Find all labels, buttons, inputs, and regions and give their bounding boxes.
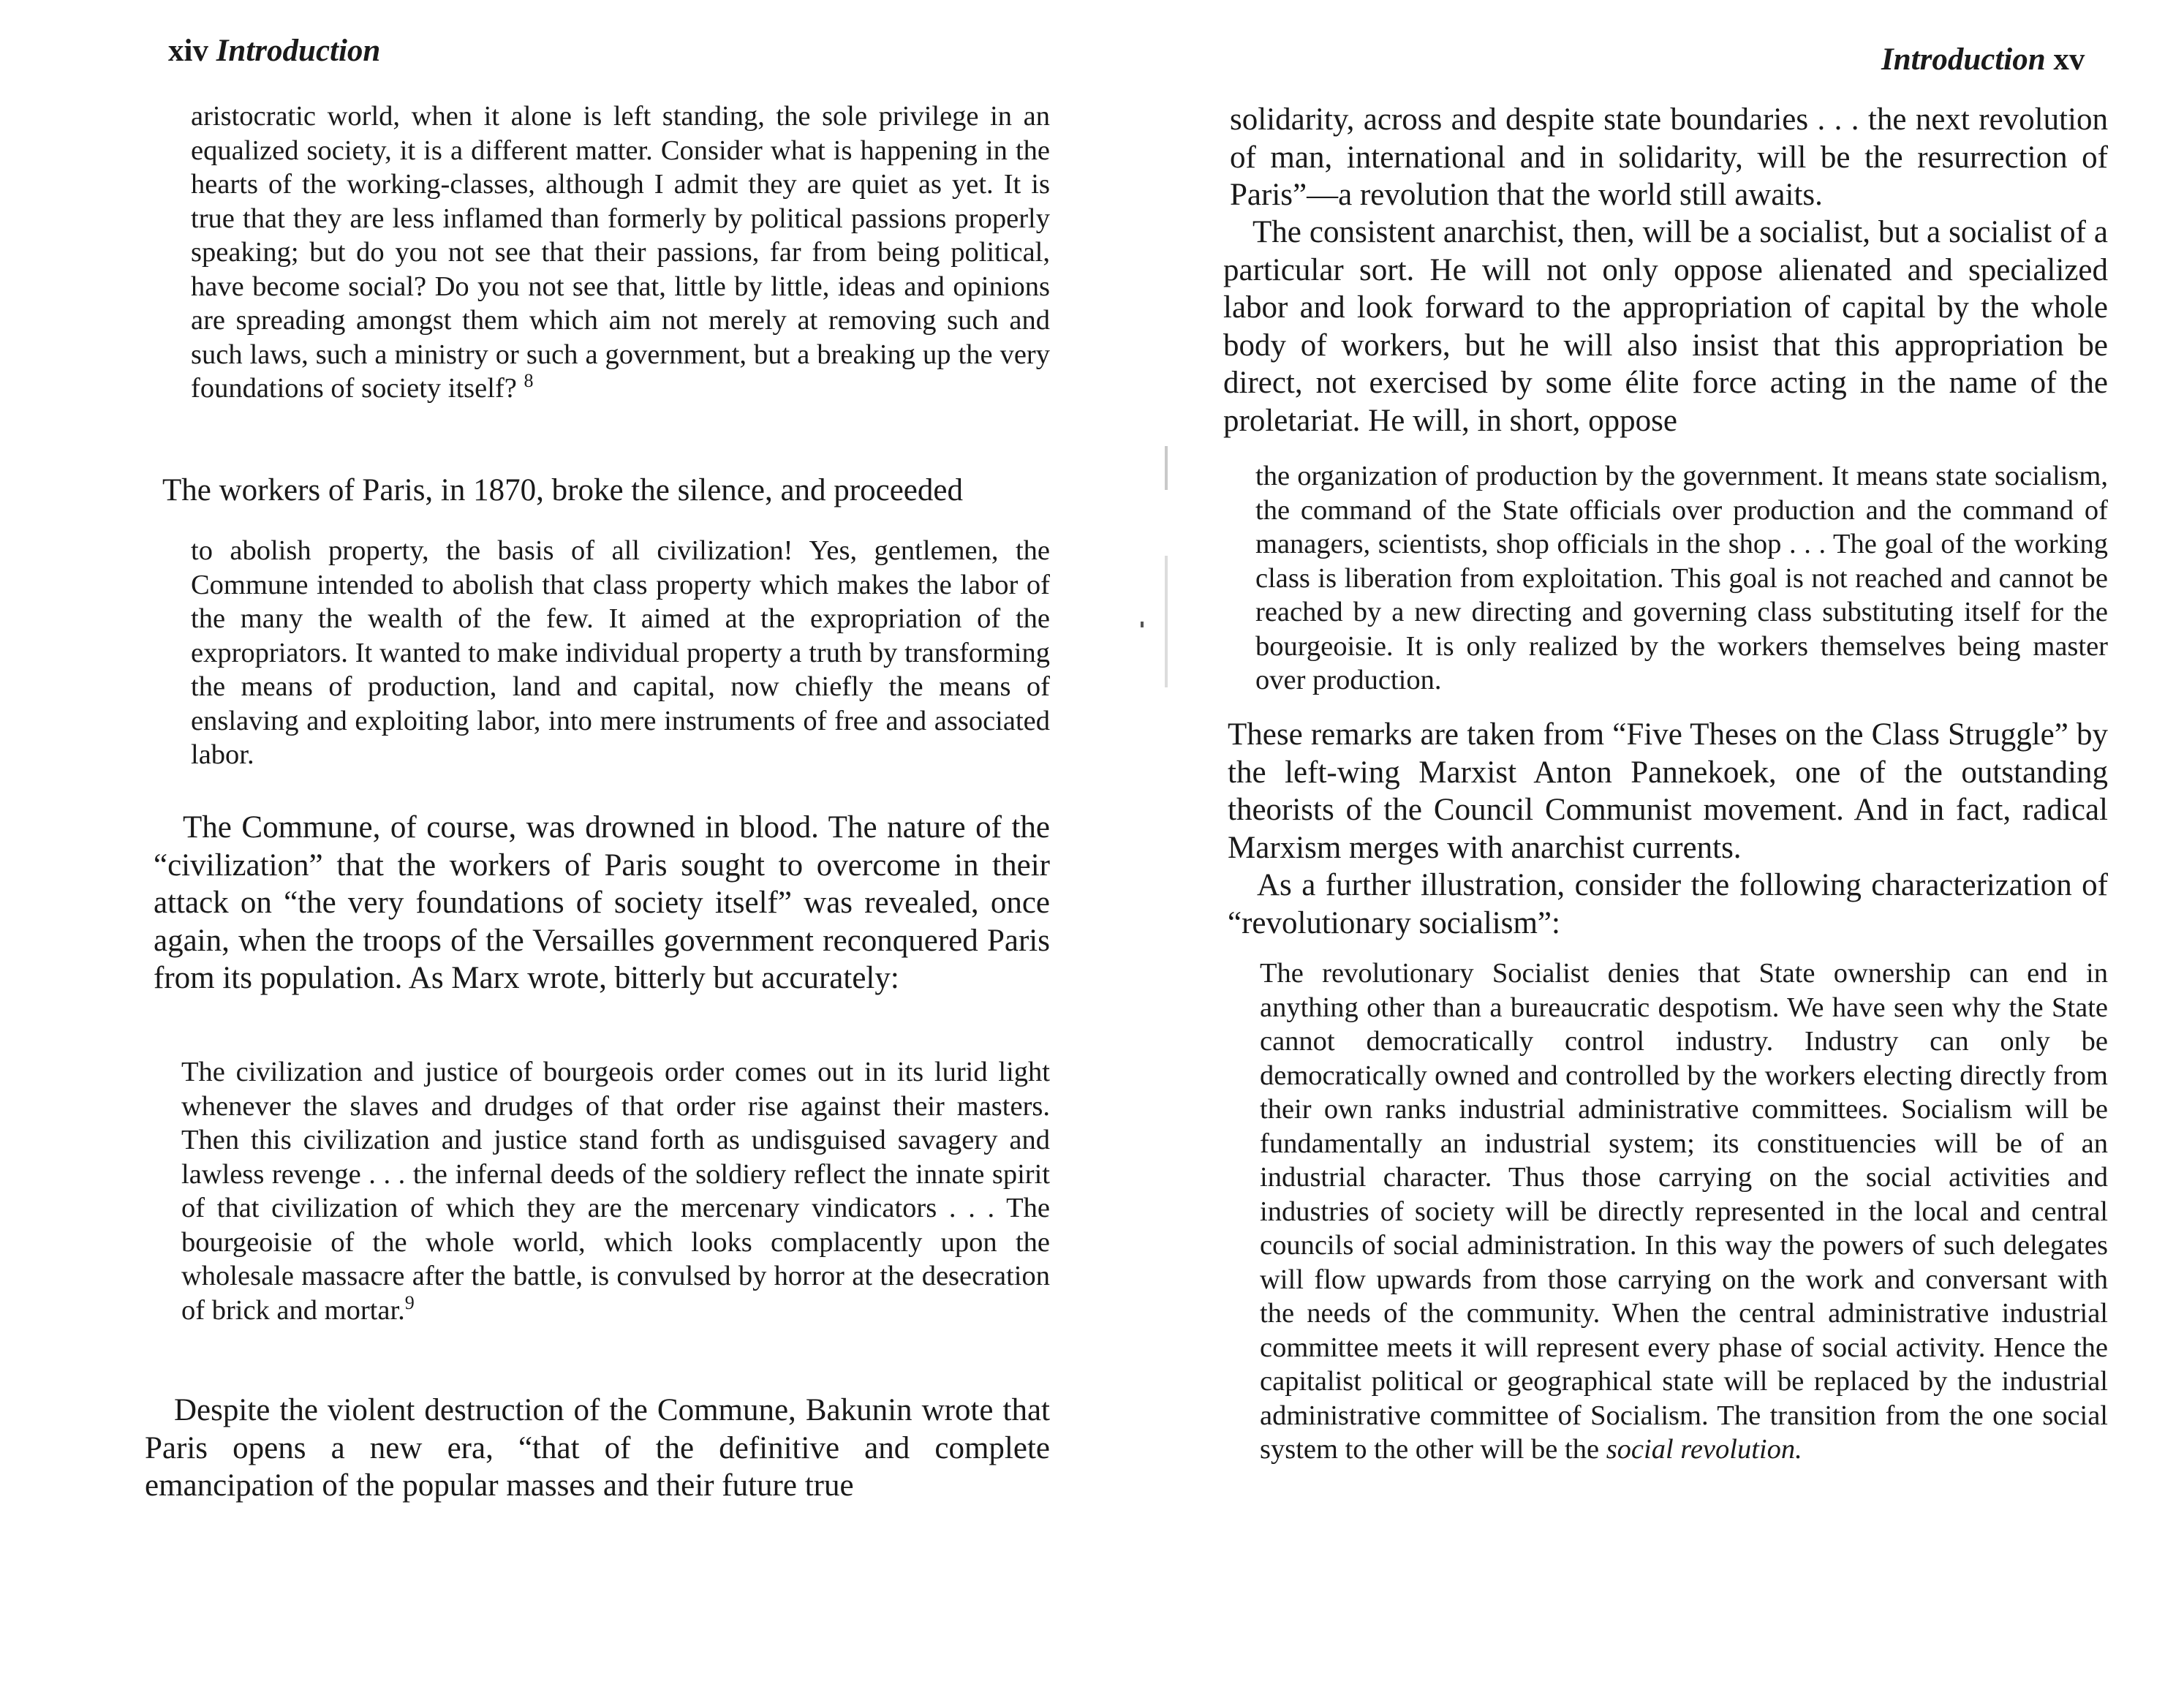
- paragraph-bakunin-text: Despite the violent destruction of the Commune, Bakunin wrote that Paris opens a new era, “that of the definitive and complete emancipation of the popular masses and their future true: [145, 1393, 1050, 1503]
- paragraph-solidarity: [1230, 101, 2108, 214]
- lead-in-paragraph: [162, 472, 1050, 510]
- quote-tocqueville: [191, 99, 1050, 406]
- quote-marx-civilization-text: The civilization and justice of bourgeois order comes out in its lurid light whenever the slaves and drudges of that order rise against their masters. Then this civilization and justice stand forth as undisguised savagery and lawless revenge . . . the infernal deeds of the soldiery reflect the innate spirit of that civilization of which they are the mercenary vindicators . . . The bourgeoisie of the whole world, which looks complacently upon the wholesale massacre after the battle, is convulsed by horror at the desecration of brick and mortar.: [181, 1057, 1050, 1326]
- quote-marx-civilization: [181, 1055, 1050, 1327]
- social-revolution-emphasis: social revolution.: [1606, 1434, 1802, 1465]
- paragraph-pannekoek: [1228, 716, 2108, 867]
- paragraph-anarchist: [1223, 214, 2108, 439]
- paragraph-solidarity-text: solidarity, across and despite state boundaries . . . the next revolution of man, international and in solidarity, will be the resurrection of Paris”—a revolution that the world still awaits.: [1230, 102, 2108, 212]
- paragraph-bakunin: [145, 1392, 1050, 1505]
- quote-tocqueville-text: aristocratic world, when it alone is left standing, the sole privilege in an equalized society, it is a different matter. Consider what is happening in the hearts of the working-classes, although I admit they are quiet as yet. It is true that they are less inflamed than formerly by political passions properly speaking; but do you not see that their passions, far from being political, have become social? Do you not see that, little by little, ideas and opinions are spreading amongst them which aim not merely at removing such and such laws, such a ministry or such a government, but a breaking up the very foundations of society itself?: [191, 101, 1050, 404]
- right-page-number: xv: [2053, 42, 2085, 77]
- footnote-ref-8: 8: [524, 370, 534, 392]
- paragraph-commune-text: The Commune, of course, was drowned in blood. The nature of the “civilization” that the workers of Paris sought to overcome in their attack on “the very foundations of society itself” was revealed, once again, when the troops of the Versailles government reconquered Paris from its population. As Marx wrote, bitterly but accurately:: [154, 810, 1050, 995]
- paragraph-illustration: [1228, 867, 2108, 942]
- left-page-number: xiv: [168, 34, 208, 68]
- quote-marx-commune-text: to abolish property, the basis of all civilization! Yes, gentlemen, the Commune intended to abolish that class property which makes the labor of the many the wealth of the few. It aimed at the expropriation of the expropriators. It wanted to make individual property a truth by transforming the means of production, land and capital, now chiefly the means of enslaving and exploiting labor, into mere instruments of free and associated labor.: [191, 535, 1050, 770]
- quote-pannekoek-text: the organization of production by the government. It means state socialism, the command of the State officials over production and the command of managers, scientists, shop officials in the shop . . . The goal of the working class is liberation from exploitation. This goal is not reached and cannot be reached by a new directing and governing class substituting itself for the bourgeoisie. It is only realized by the workers themselves being master over production.: [1255, 461, 2108, 695]
- paragraph-pannekoek-text: These remarks are taken from “Five Theses on the Class Struggle” by the left-wing Marxist Anton Pannekoek, one of the outstanding theorists of the Council Communist movement. And in fact, radical Marxism merges with anarchist currents.: [1228, 717, 2108, 865]
- left-header-title: Introduction: [216, 34, 381, 68]
- lead-in-text: The workers of Paris, in 1870, broke the silence, and proceeded: [162, 473, 963, 507]
- footnote-ref-9: 9: [404, 1291, 415, 1313]
- paragraph-anarchist-text: The consistent anarchist, then, will be a socialist, but a socialist of a particular sort. He will not only oppose alienated and specialized labor and look forward to the appropriation of capital by the whole body of workers, but he will also insist that this appropriation be direct, not exercised by some élite force acting in the name of the proletariat. He will, in short, oppose: [1223, 215, 2108, 438]
- quote-marx-commune: [191, 534, 1050, 772]
- left-running-head: [168, 31, 380, 72]
- quote-revolutionary-socialism-text: The revolutionary Socialist denies that State ownership can end in anything other than a bureaucratic despotism. We have seen why the State cannot democratically control industry. Industry can only be democratically owned and controlled by the workers electing directly from their own ranks industrial administrative committees. Socialism will be fundamentally an industrial system; its constituencies will be of an industrial character. Thus those carrying on the social activities and industries of society will be directly represented in the local and central councils of social administration. In this way the powers of such delegates will flow upwards from those carrying on the work and conversant with the needs of the community. When the central administrative industrial committee meets it will represent every phase of social activity. Hence the capitalist political or geographical state will be replaced by the industrial administrative committee of Socialism. The transition from the one social system to the other will be the: [1260, 958, 2108, 1465]
- right-page: [1092, 0, 2184, 1706]
- paragraph-commune: [154, 809, 1050, 997]
- quote-pannekoek: [1255, 459, 2108, 698]
- paragraph-illustration-text: As a further illustration, consider the following characterization of “revolutionary socialism”:: [1228, 868, 2108, 940]
- right-running-head: [1881, 39, 2085, 80]
- right-header-title: Introduction: [1881, 42, 2046, 77]
- quote-revolutionary-socialism: [1260, 956, 2108, 1467]
